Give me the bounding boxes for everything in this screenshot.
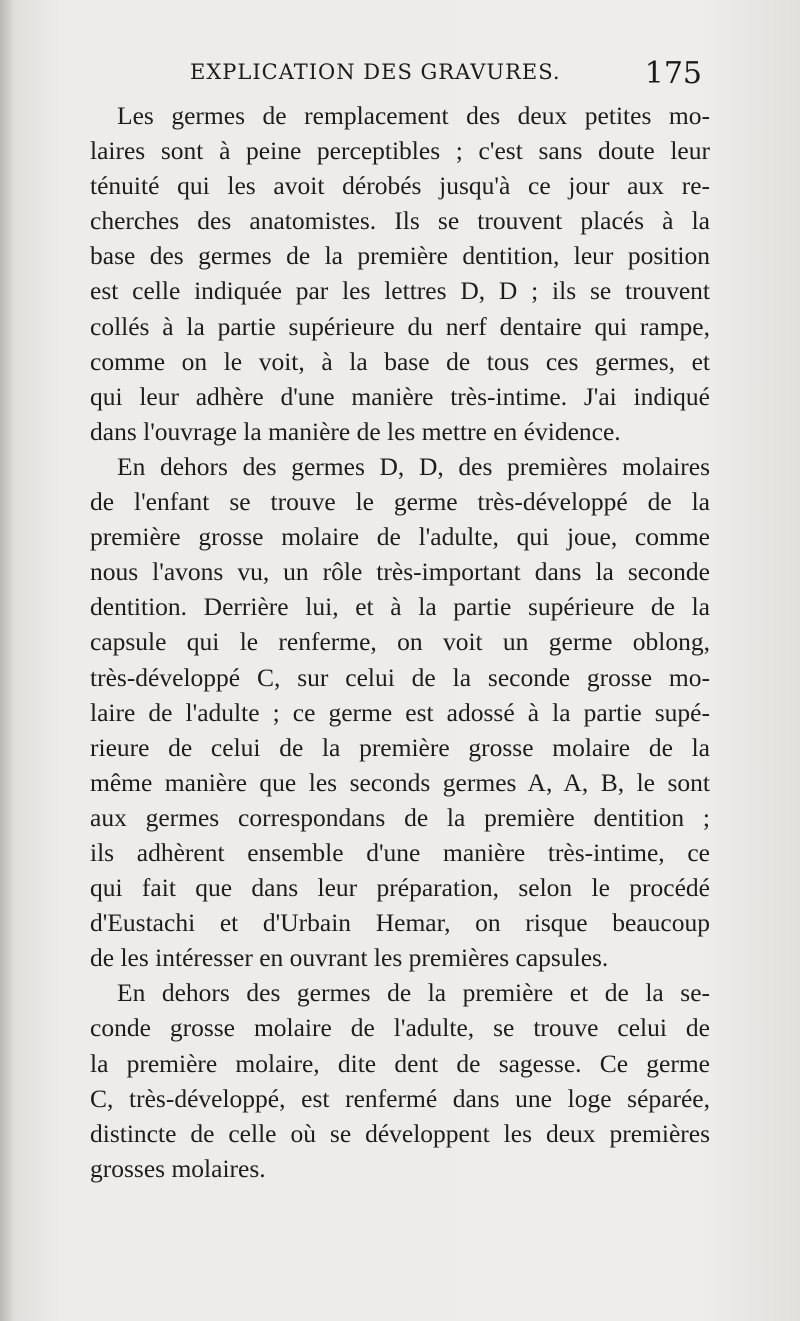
text-line: capsule qui le renferme, on voit un germe oblong, (90, 627, 710, 657)
text-line: Les germes de remplacement des deux petites mo- (117, 101, 710, 130)
text-line: rieure de celui de la première grosse molaire de la (90, 732, 710, 762)
text-line: qui leur adhère d'une manière très-intime. J'ai indiqué (90, 381, 710, 411)
text-line: grosses molaires. (90, 1153, 266, 1183)
text-line: distincte de celle où se développent les deux premières (90, 1118, 710, 1148)
page-number: 175 (644, 56, 702, 91)
text-line: est celle indiquée par les lettres D, D ; ils se trouvent (90, 276, 710, 306)
text-line: C, très-développé, est renfermé dans une loge séparée, (90, 1083, 710, 1113)
text-line: la première molaire, dite dent de sagesse. Ce germe (90, 1048, 710, 1078)
page-header (140, 58, 710, 98)
text-line: dentition. Derrière lui, et à la partie supérieure de la (90, 592, 710, 622)
text-line: dans l'ouvrage la manière de les mettre en évidence. (90, 416, 621, 446)
text-line: aux germes correspondans de la première dentition ; (90, 802, 710, 832)
text-line: collés à la partie supérieure du nerf dentaire qui rampe, (90, 311, 710, 341)
text-line: de l'enfant se trouve le germe très-développé de la (90, 487, 710, 517)
binding-shadow (0, 0, 14, 1321)
text-line: conde grosse molaire de l'adulte, se trouve celui de (90, 1013, 710, 1043)
text-line: laires sont à peine perceptibles ; c'est sans doute leur (90, 136, 710, 166)
text-line: même manière que les seconds germes A, A, B, le sont (90, 767, 710, 797)
text-line: En dehors des germes de la première et de la se- (117, 978, 710, 1008)
text-line: laire de l'adulte ; ce germe est adossé à la partie supé- (90, 697, 710, 727)
text-line: nous l'avons vu, un rôle très-important dans la seconde (90, 557, 710, 587)
text-line: de les intéresser en ouvrant les premières capsules. (90, 943, 609, 973)
text-line: comme on le voit, à la base de tous ces germes, et (90, 346, 710, 376)
running-title: EXPLICATION DES GRAVURES. (190, 60, 561, 84)
text-line: En dehors des germes D, D, des premières molaires (117, 451, 710, 481)
text-line: qui fait que dans leur préparation, selon le procédé (90, 873, 710, 903)
body-text (90, 98, 710, 1186)
text-line: ténuité qui les avoit dérobés jusqu'à ce jour aux re- (90, 171, 710, 201)
text-line: ils adhèrent ensemble d'une manière très-intime, ce (90, 837, 710, 867)
text-line: cherches des anatomistes. Ils se trouvent placés à la (90, 206, 710, 236)
text-line: d'Eustachi et d'Urbain Hemar, on risque beaucoup (90, 908, 710, 938)
text-line: très-développé C, sur celui de la seconde grosse mo- (90, 662, 710, 692)
text-line: base des germes de la première dentition, leur position (90, 241, 710, 271)
text-line: première grosse molaire de l'adulte, qui joue, comme (90, 522, 710, 552)
